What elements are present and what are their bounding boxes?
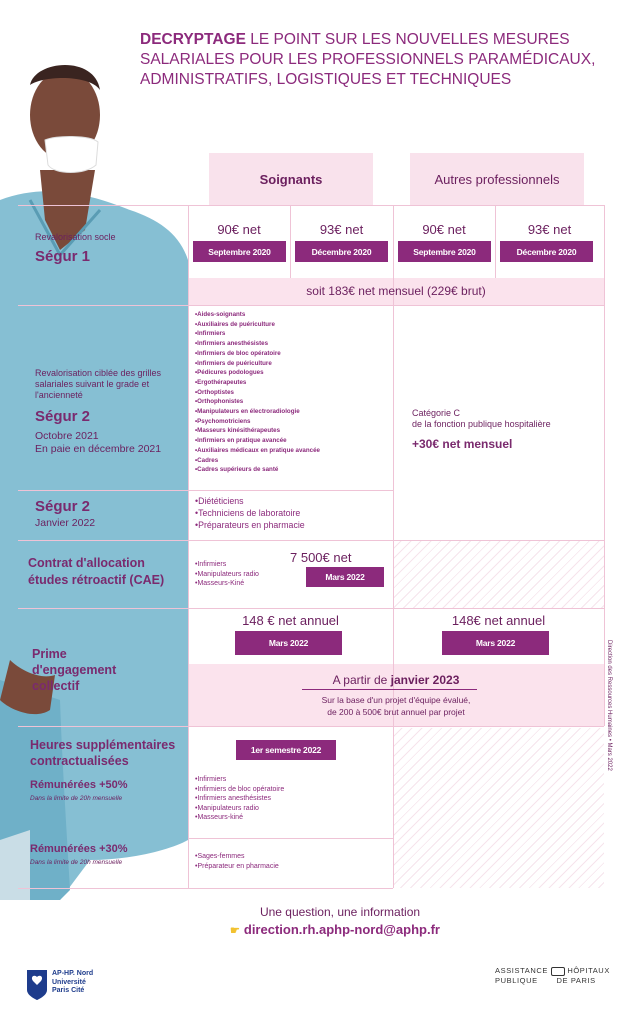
prime-basis-line1: Sur la base d'un projet d'équipe évalué, bbox=[321, 695, 471, 705]
prime-autres-date: Mars 2022 bbox=[442, 631, 549, 655]
list-item: • Sages-femmes bbox=[195, 852, 279, 862]
segur1-price-3: 90€ net bbox=[422, 222, 466, 237]
pointing-hand-icon: ☛ bbox=[230, 925, 240, 937]
column-header-soignants: Soignants bbox=[209, 153, 373, 205]
column-header-autres: Autres professionnels bbox=[410, 153, 584, 205]
list-item: • Masseurs-kiné bbox=[195, 813, 284, 823]
list-item: • Cadres bbox=[195, 456, 390, 466]
list-item: • Diététiciens bbox=[195, 495, 305, 507]
list-item: • Infirmiers de puériculture bbox=[195, 359, 390, 369]
logo-left-line1: AP-HP. Nord bbox=[52, 970, 94, 977]
nurse-illustration bbox=[0, 60, 190, 900]
footer-question: Une question, une information bbox=[259, 905, 421, 919]
list-item: • Préparateurs en pharmacie bbox=[195, 519, 305, 531]
cae-hatch bbox=[393, 540, 604, 608]
title-bold: DECRYPTAGE bbox=[140, 31, 246, 48]
aphp-logo bbox=[495, 966, 610, 985]
footer-email-link[interactable]: direction.rh.aphp-nord@aphp.fr bbox=[243, 922, 440, 937]
list-item: • Psychomotriciens bbox=[195, 417, 390, 427]
list-item: • Masseurs kinésithérapeutes bbox=[195, 426, 390, 436]
list-item: • Auxiliaires de puériculture bbox=[195, 320, 390, 330]
logo-right-line2b: DE PARIS bbox=[556, 975, 596, 985]
logo-left-line2: Université bbox=[52, 978, 86, 986]
footer-email-row bbox=[215, 922, 455, 937]
list-item: • Infirmiers anesthésistes bbox=[195, 339, 390, 349]
heures-hatch bbox=[393, 728, 604, 888]
segur2-autres-amount: +30€ net mensuel bbox=[412, 437, 513, 451]
cae-label-line1: Contrat d'allocation bbox=[28, 556, 145, 570]
list-item: • Manipulateurs en électroradiologie bbox=[195, 407, 390, 417]
list-item: • Ergothérapeutes bbox=[195, 378, 390, 388]
cae-amount: 7 500€ net bbox=[290, 550, 352, 565]
side-credit: Direction des Ressources Humaines • Mars 2022 bbox=[606, 640, 612, 771]
logo-left-line3: Paris Cité bbox=[52, 987, 85, 994]
prime-from bbox=[188, 673, 604, 687]
list-item: • Infirmiers de bloc opératoire bbox=[195, 785, 284, 795]
prime-divider bbox=[302, 689, 477, 690]
segur1-small-label: Revalorisation socle bbox=[35, 232, 116, 242]
prime-label-line2: d'engagement bbox=[32, 663, 117, 677]
segur1-price-4: 93€ net bbox=[527, 222, 572, 237]
segur2-date2: En paie en décembre 2021 bbox=[35, 443, 162, 455]
list-item: • Infirmiers anesthésistes bbox=[195, 794, 284, 804]
prime-soignants-date: Mars 2022 bbox=[235, 631, 342, 655]
segur2-small-label: Revalorisation ciblée des grilles salariales suivant le grade et l'ancienneté bbox=[35, 368, 162, 400]
logo-left-text bbox=[52, 970, 93, 996]
list-item: • Pédicures podologues bbox=[195, 368, 390, 378]
segur2-big-label: Ségur 2 bbox=[35, 408, 91, 425]
list-item: • Préparateur en pharmacie bbox=[195, 862, 279, 872]
list-item: • Infirmiers de bloc opératoire bbox=[195, 349, 390, 359]
list-item: • Manipulateurs radio bbox=[195, 804, 284, 814]
list-item: • Infirmiers bbox=[195, 329, 390, 339]
list-item: • Manipulateurs radio bbox=[195, 570, 259, 580]
title-rest: LE POINT SUR LES NOUVELLES MESURES SALARIALES POUR LES PROFESSIONNELS PARAMÉDICAUX, ADMINISTRATIFS, LOGISTIQUES ET TECHNIQUES bbox=[140, 31, 596, 88]
segur1-total: soit 183€ net mensuel (229€ brut) bbox=[306, 284, 486, 298]
logo-right-line1b: HÔPITAUX bbox=[567, 966, 610, 975]
segur2-professions-list bbox=[195, 310, 390, 475]
list-item: • Infirmiers en pratique avancée bbox=[195, 436, 390, 446]
segur1-big-label: Ségur 1 bbox=[35, 248, 91, 265]
heures-badge: 1er semestre 2022 bbox=[236, 740, 336, 760]
list-item: • Auxiliaires médicaux en pratique avancée bbox=[195, 446, 390, 456]
segur1-date-2: Décembre 2020 bbox=[295, 241, 388, 262]
heures-rem50: Rémunérées +50% bbox=[30, 779, 128, 791]
prime-from-prefix: A partir de bbox=[332, 673, 391, 687]
cae-date: Mars 2022 bbox=[306, 567, 384, 587]
segur2b-date: Janvier 2022 bbox=[35, 517, 96, 529]
list-item: • Orthoptistes bbox=[195, 388, 390, 398]
prime-autres-amount: 148€ net annuel bbox=[451, 613, 546, 628]
cae-label-line2: études rétroactif (CAE) bbox=[28, 573, 165, 587]
list-item: • Orthophonistes bbox=[195, 397, 390, 407]
aphp-emblem-icon bbox=[551, 967, 565, 976]
segur2b-big-label: Ségur 2 bbox=[35, 498, 91, 515]
logo-right-line2: PUBLIQUE bbox=[495, 975, 538, 985]
cae-professions-list bbox=[195, 560, 259, 589]
segur2b-professions-list bbox=[195, 495, 305, 531]
heures-list50 bbox=[195, 775, 284, 823]
list-item: • Masseurs-Kiné bbox=[195, 579, 259, 589]
list-item: • Techniciens de laboratoire bbox=[195, 507, 305, 519]
heures-label-line2: contractualisées bbox=[30, 754, 129, 768]
segur2-autres-cat: Catégorie C bbox=[412, 408, 461, 418]
segur1-price-1: 90€ net bbox=[217, 222, 261, 237]
prime-from-date: janvier 2023 bbox=[390, 673, 460, 687]
page-title bbox=[140, 30, 630, 90]
prime-soignants-amount: 148 € net annuel bbox=[242, 613, 339, 628]
prime-label-line1: Prime bbox=[32, 647, 67, 661]
prime-basis-line2: de 200 à 500€ brut annuel par projet bbox=[327, 707, 465, 717]
segur2-autres-fph: de la fonction publique hospitalière bbox=[412, 419, 551, 429]
heures-rem50-note: Dans la limite de 20h mensuelle bbox=[30, 795, 123, 802]
list-item: • Infirmiers bbox=[195, 775, 284, 785]
heures-rem30-note: Dans la limite de 20h mensuelle bbox=[30, 859, 123, 866]
heures-list30 bbox=[195, 852, 279, 871]
segur1-date-3: Septembre 2020 bbox=[398, 241, 491, 262]
segur1-price-2: 93€ net bbox=[319, 222, 364, 237]
list-item: • Infirmiers bbox=[195, 560, 259, 570]
prime-label-line3: collectif bbox=[32, 679, 80, 693]
heures-rem30: Rémunérées +30% bbox=[30, 843, 128, 855]
list-item: • Cadres supérieurs de santé bbox=[195, 465, 390, 475]
logo-right-line1: ASSISTANCE bbox=[495, 966, 548, 975]
segur1-date-1: Septembre 2020 bbox=[193, 241, 286, 262]
segur2-date1: Octobre 2021 bbox=[35, 430, 99, 442]
heures-label-line1: Heures supplémentaires bbox=[30, 738, 176, 752]
list-item: • Aides-soignants bbox=[195, 310, 390, 320]
segur1-date-4: Décembre 2020 bbox=[500, 241, 593, 262]
